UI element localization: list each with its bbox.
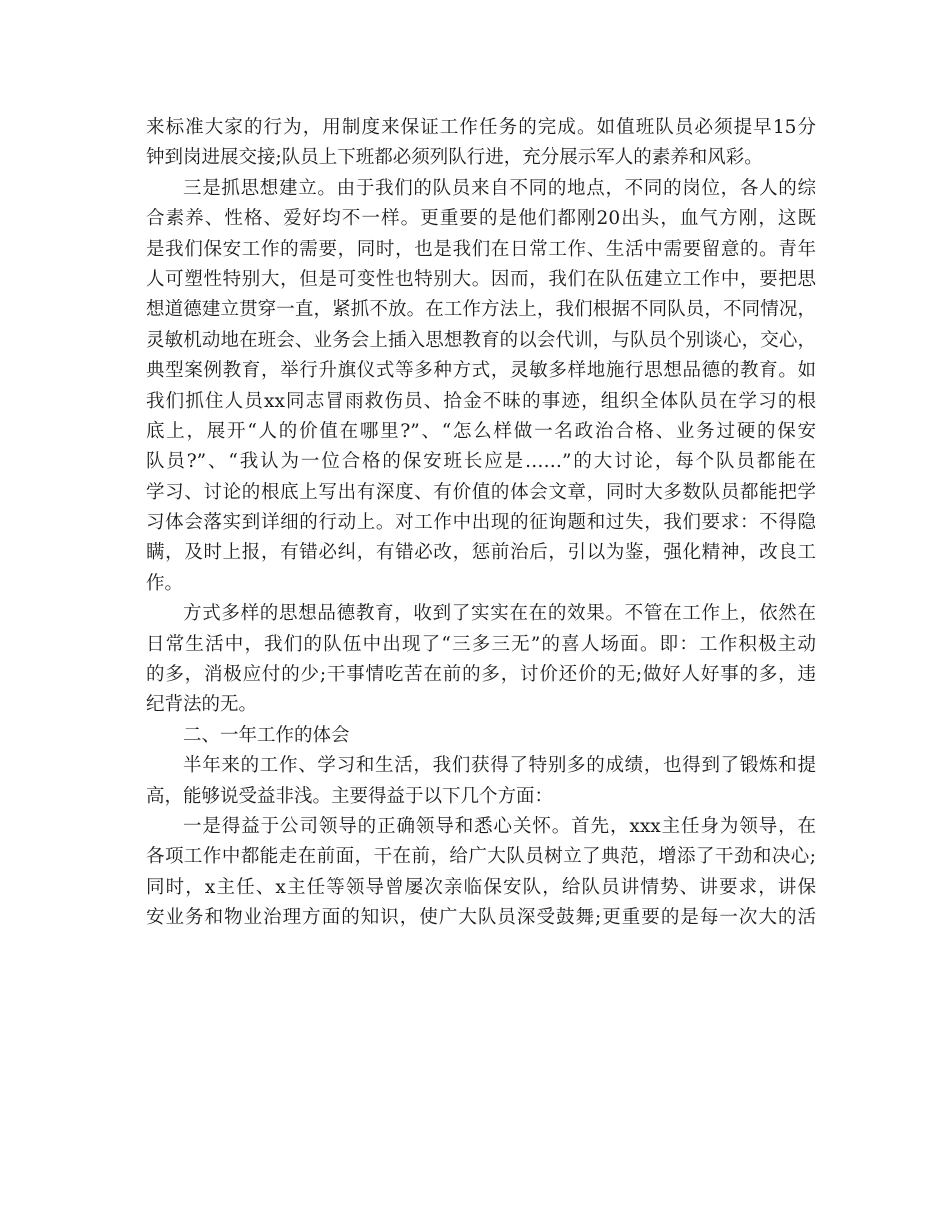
text-line: 底上，展开“人的价值在哪里?”、“怎么样做一名政治合格、业务过硬的保安 [146, 420, 816, 442]
text-line: 纪背法的无。 [146, 694, 258, 716]
text-line: 队员?”、“我认为一位合格的保安班长应是……”的大讨论，每个队员都能在 [146, 451, 816, 473]
text-line: 的多，消极应付的少;干事情吃苦在前的多，讨价还价的无;做好人好事的多，违 [146, 664, 816, 686]
text-line: 我们抓住人员xx同志冒雨救伤员、拾金不昧的事迹，组织全体队员在学习的根 [146, 390, 816, 412]
text-line: 是我们保安工作的需要，同时，也是我们在日常工作、生活中需要留意的。青年 [146, 238, 816, 260]
text-line: 钟到岗进展交接;队员上下班都必须列队行进，充分展示军人的素养和风彩。 [146, 147, 763, 169]
section-heading: 二、一年工作的体会 [183, 724, 350, 746]
paragraph-start-line: 半年来的工作、学习和生活，我们获得了特别多的成绩，也得到了锻炼和提 [183, 755, 816, 777]
text-line: 各项工作中都能走在前面，干在前，给广大队员树立了典范，增添了干劲和决心; [146, 846, 816, 868]
text-line: 学习、讨论的根底上写出有深度、有价值的体会文章，同时大多数队员都能把学 [146, 481, 816, 503]
text-line: 习体会落实到详细的行动上。对工作中出现的征询题和过失，我们要求：不得隐 [146, 512, 816, 534]
text-line: 来标准大家的行为，用制度来保证工作任务的完成。如值班队员必须提早15分 [146, 117, 816, 138]
text-line: 瞒，及时上报，有错必纠，有错必改，惩前治后，引以为鉴，强化精神，改良工 [146, 542, 816, 564]
paragraph-start-line: 三是抓思想建立。由于我们的队员来自不同的地点，不同的岗位，各人的综 [183, 177, 816, 199]
text-line: 高，能够说受益非浅。主要得益于以下几个方面： [146, 785, 554, 807]
text-line: 作。 [146, 572, 184, 594]
text-line: 灵敏机动地在班会、业务会上插入思想教育的以会代训，与队员个别谈心，交心， [146, 329, 816, 351]
paragraph-start-line: 一是得益于公司领导的正确领导和悉心关怀。首先，xxx主任身为领导，在 [183, 815, 816, 837]
document-body [146, 113, 816, 934]
text-line: 同时，x主任、x主任等领导曾屡次亲临保安队，给队员讲情势、讲要求，讲保 [146, 876, 816, 898]
text-line: 合素养、性格、爱好均不一样。更重要的是他们都刚20出头，血气方刚，这既 [146, 208, 816, 230]
text-line: 人可塑性特别大，但是可变性也特别大。因而，我们在队伍建立工作中，要把思 [146, 268, 816, 290]
text-line: 典型案例教育，举行升旗仪式等多种方式，灵敏多样地施行思想品德的教育。如 [146, 360, 816, 382]
text-line: 安业务和物业治理方面的知识，使广大队员深受鼓舞;更重要的是每一次大的活 [146, 907, 816, 929]
paragraph-start-line: 方式多样的思想品德教育，收到了实实在在的效果。不管在工作上，依然在 [183, 603, 816, 625]
text-line: 想道德建立贯穿一直，紧抓不放。在工作方法上，我们根据不同队员，不同情况， [146, 299, 816, 321]
text-line: 日常生活中，我们的队伍中出现了“三多三无”的喜人场面。即：工作积极主动 [146, 633, 816, 655]
